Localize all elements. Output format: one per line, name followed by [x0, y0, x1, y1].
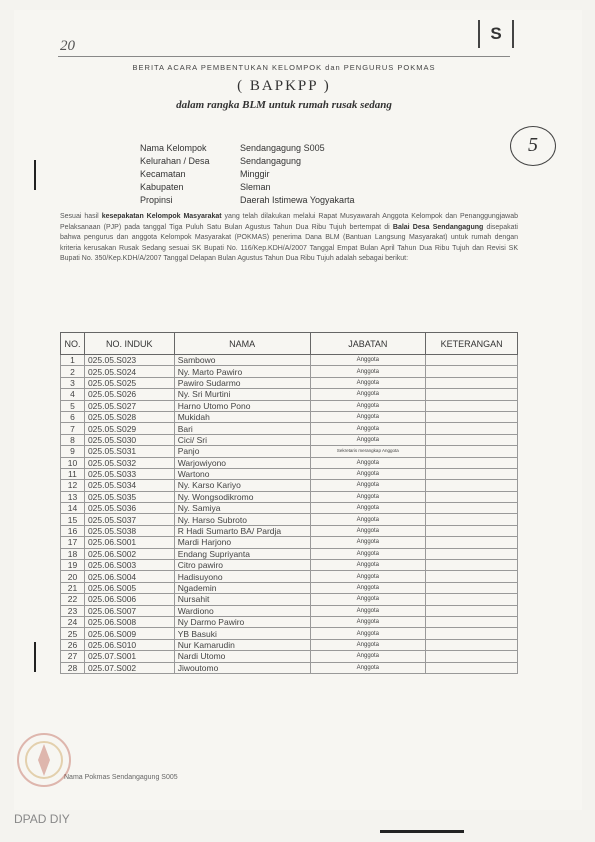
cell-nama: Nardi Utomo — [174, 651, 310, 662]
cell-no: 6 — [61, 411, 85, 422]
cell-keterangan — [426, 525, 518, 536]
cell-nama: Panjo — [174, 446, 310, 457]
cell-induk: 025.06.S005 — [84, 582, 174, 593]
cell-no: 28 — [61, 662, 85, 673]
cell-induk: 025.05.S036 — [84, 503, 174, 514]
cell-induk: 025.05.S024 — [84, 366, 174, 377]
cell-keterangan — [426, 389, 518, 400]
cell-keterangan — [426, 582, 518, 593]
table-row — [61, 366, 518, 377]
cell-jabatan: Anggota — [310, 662, 426, 673]
info-label: Kelurahan / Desa — [140, 156, 210, 166]
table-row — [61, 571, 518, 582]
cell-jabatan: Anggota — [310, 514, 426, 525]
table-row — [61, 537, 518, 548]
cell-keterangan — [426, 605, 518, 616]
cell-no: 5 — [61, 400, 85, 411]
table-row — [61, 525, 518, 536]
cell-jabatan: Anggota — [310, 434, 426, 445]
cell-no: 21 — [61, 582, 85, 593]
cell-nama: Warjowiyono — [174, 457, 310, 468]
table-row — [61, 389, 518, 400]
cell-induk: 025.05.S031 — [84, 446, 174, 457]
info-label: Kecamatan — [140, 169, 186, 179]
table-row — [61, 503, 518, 514]
group-info — [140, 142, 355, 207]
header-line-2: ( BAPKPP ) — [237, 78, 331, 94]
cell-jabatan: Anggota — [310, 651, 426, 662]
cell-keterangan — [426, 446, 518, 457]
table-row — [61, 411, 518, 422]
cell-induk: 025.07.S002 — [84, 662, 174, 673]
paragraph-text: disepakati bahwa pengurus dan anggota Kelompok Masyarakat (POKMAS) penerima Dana BLM (Bantuan Langsung Masyarakat) untuk rumah dengan kriteria kerusakan Rusak Sedang sesuai SK Bupati No. 116/Kep.KDH/A/2007 Tanggal Empat Bulan April Tahun Dua Ribu Tujuh dan Revisi SK Bupati No. 350/Kep.KDH/A/2007 Tanggal Delapan Bulan Agustus Tahun Dua Ribu Tujuh adalah sebagai berikut: — [60, 223, 518, 262]
paragraph-text: Sesuai hasil — [60, 213, 99, 220]
cell-induk: 025.05.S034 — [84, 480, 174, 491]
cell-no: 7 — [61, 423, 85, 434]
cell-no: 9 — [61, 446, 85, 457]
cell-jabatan: Anggota — [310, 411, 426, 422]
cell-induk: 025.05.S026 — [84, 389, 174, 400]
cell-jabatan: Anggota — [310, 480, 426, 491]
cell-nama: Jiwoutomo — [174, 662, 310, 673]
cell-nama: Ny. Samiya — [174, 503, 310, 514]
cell-nama: Ny. Marto Pawiro — [174, 366, 310, 377]
cell-no: 4 — [61, 389, 85, 400]
cell-nama: Nursahit — [174, 594, 310, 605]
cell-keterangan — [426, 366, 518, 377]
cell-no: 23 — [61, 605, 85, 616]
cell-keterangan — [426, 503, 518, 514]
paragraph-bold: kesepakatan Kelompok Masyarakat — [101, 213, 222, 220]
cell-jabatan: Anggota — [310, 605, 426, 616]
table-row — [61, 457, 518, 468]
cell-induk: 025.06.S009 — [84, 628, 174, 639]
circled-number: 5 — [510, 126, 556, 166]
cell-jabatan: Anggota — [310, 571, 426, 582]
paragraph-bold: Balai Desa Sendangagung — [392, 223, 484, 231]
cell-jabatan: Anggota — [310, 457, 426, 468]
cell-no: 2 — [61, 366, 85, 377]
cell-jabatan: Anggota — [310, 537, 426, 548]
cell-nama: Pawiro Sudarmo — [174, 377, 310, 388]
cell-nama: Mukidah — [174, 411, 310, 422]
info-value: Daerah Istimewa Yogyakarta — [240, 195, 355, 205]
cell-keterangan — [426, 662, 518, 673]
cell-nama: Cici/ Sri — [174, 434, 310, 445]
agreement-paragraph — [60, 212, 518, 265]
watermark-text: DPAD DIY — [14, 812, 70, 826]
cell-keterangan — [426, 628, 518, 639]
table-row — [61, 651, 518, 662]
document-header — [58, 56, 510, 126]
cell-no: 11 — [61, 468, 85, 479]
cell-no: 20 — [61, 571, 85, 582]
cell-nama: Nur Kamarudin — [174, 639, 310, 650]
table-row — [61, 582, 518, 593]
table-row — [61, 377, 518, 388]
cell-jabatan: Anggota — [310, 503, 426, 514]
cell-keterangan — [426, 434, 518, 445]
cell-keterangan — [426, 514, 518, 525]
cell-no: 24 — [61, 616, 85, 627]
cell-induk: 025.06.S002 — [84, 548, 174, 559]
info-row — [140, 181, 355, 194]
table-row — [61, 468, 518, 479]
cell-jabatan: Anggota — [310, 582, 426, 593]
margin-mark — [34, 642, 36, 672]
cell-induk: 025.05.S033 — [84, 468, 174, 479]
margin-mark — [34, 160, 36, 190]
table-row — [61, 628, 518, 639]
cell-jabatan: Anggota — [310, 594, 426, 605]
cell-nama: Wartono — [174, 468, 310, 479]
cell-keterangan — [426, 355, 518, 366]
info-label: Nama Kelompok — [140, 143, 207, 153]
cell-induk: 025.05.S027 — [84, 400, 174, 411]
table-row — [61, 480, 518, 491]
cell-jabatan: Anggota — [310, 377, 426, 388]
cell-jabatan: Anggota — [310, 639, 426, 650]
cell-no: 12 — [61, 480, 85, 491]
cell-keterangan — [426, 468, 518, 479]
table-row — [61, 355, 518, 366]
cell-induk: 025.06.S001 — [84, 537, 174, 548]
cell-no: 17 — [61, 537, 85, 548]
col-induk: NO. INDUK — [84, 333, 174, 355]
cell-keterangan — [426, 457, 518, 468]
cell-induk: 025.05.S035 — [84, 491, 174, 502]
info-row — [140, 194, 355, 207]
cell-nama: Ngademin — [174, 582, 310, 593]
cell-no: 19 — [61, 560, 85, 571]
cell-keterangan — [426, 400, 518, 411]
cell-keterangan — [426, 616, 518, 627]
cell-induk: 025.05.S028 — [84, 411, 174, 422]
cell-induk: 025.06.S010 — [84, 639, 174, 650]
col-keterangan: KETERANGAN — [426, 333, 518, 355]
col-nama: NAMA — [174, 333, 310, 355]
cell-induk: 025.06.S008 — [84, 616, 174, 627]
cell-keterangan — [426, 651, 518, 662]
cell-no: 13 — [61, 491, 85, 502]
cell-keterangan — [426, 594, 518, 605]
table-row — [61, 662, 518, 673]
cell-jabatan: Anggota — [310, 491, 426, 502]
paragraph-text: yang telah dilakukan melalui Rapat Musyawarah Anggota Kelompok dan Penanggungjawab Pelaksanaan (PJP) pada tanggal Tiga Puluh Satu Bulan Agustus Tahun Dua Ribu Tujuh bertempat di — [60, 213, 518, 231]
cell-jabatan: Anggota — [310, 628, 426, 639]
cell-nama: YB Basuki — [174, 628, 310, 639]
info-value: Sendangagung — [240, 156, 302, 166]
cell-jabatan: Sekretaris merangkap Anggota — [310, 446, 426, 457]
cell-induk: 025.06.S007 — [84, 605, 174, 616]
cell-keterangan — [426, 560, 518, 571]
cell-nama: Bari — [174, 423, 310, 434]
table-row — [61, 491, 518, 502]
cell-no: 14 — [61, 503, 85, 514]
cell-jabatan: Anggota — [310, 548, 426, 559]
cell-no: 22 — [61, 594, 85, 605]
cell-keterangan — [426, 491, 518, 502]
cell-nama: Ny. Wongsodikromo — [174, 491, 310, 502]
info-value: Sleman — [240, 182, 271, 192]
cell-jabatan: Anggota — [310, 616, 426, 627]
table-row — [61, 548, 518, 559]
bottom-bar — [380, 830, 464, 833]
info-value: Sendangagung S005 — [240, 143, 325, 153]
table-row — [61, 400, 518, 411]
cell-nama: Hadisuyono — [174, 571, 310, 582]
info-row — [140, 168, 355, 181]
cell-jabatan: Anggota — [310, 423, 426, 434]
table-row — [61, 423, 518, 434]
cell-induk: 025.05.S037 — [84, 514, 174, 525]
cell-nama: Ny. Sri Murtini — [174, 389, 310, 400]
col-no: NO. — [61, 333, 85, 355]
cell-jabatan: Anggota — [310, 560, 426, 571]
header-line-3: dalam rangka BLM untuk rumah rusak sedang — [176, 99, 392, 111]
header-line-1: BERITA ACARA PEMBENTUKAN KELOMPOK dan PENGURUS POKMAS — [132, 63, 436, 72]
cell-no: 16 — [61, 525, 85, 536]
cell-nama: Sambowo — [174, 355, 310, 366]
cell-no: 10 — [61, 457, 85, 468]
cell-nama: Wardiono — [174, 605, 310, 616]
cell-nama: Mardi Harjono — [174, 537, 310, 548]
cell-keterangan — [426, 377, 518, 388]
cell-jabatan: Anggota — [310, 400, 426, 411]
corner-mark: 20 — [60, 38, 75, 54]
col-jabatan: JABATAN — [310, 333, 426, 355]
cell-induk: 025.05.S032 — [84, 457, 174, 468]
cell-jabatan: Anggota — [310, 355, 426, 366]
cell-keterangan — [426, 537, 518, 548]
cell-no: 15 — [61, 514, 85, 525]
cell-nama: Ny. Harso Subroto — [174, 514, 310, 525]
cell-no: 18 — [61, 548, 85, 559]
info-label: Kabupaten — [140, 182, 184, 192]
cell-nama: Citro pawiro — [174, 560, 310, 571]
table-row — [61, 514, 518, 525]
cell-nama: Endang Supriyanta — [174, 548, 310, 559]
cell-induk: 025.05.S029 — [84, 423, 174, 434]
regional-seal-icon — [14, 730, 74, 790]
table-row — [61, 594, 518, 605]
cell-keterangan — [426, 423, 518, 434]
cell-no: 27 — [61, 651, 85, 662]
info-row — [140, 142, 355, 155]
cell-nama: R Hadi Sumarto BA/ Pardja — [174, 525, 310, 536]
cell-no: 26 — [61, 639, 85, 650]
cell-keterangan — [426, 571, 518, 582]
table-row — [61, 639, 518, 650]
cell-induk: 025.06.S004 — [84, 571, 174, 582]
footer-text: Nama Pokmas Sendangagung S005 — [64, 774, 178, 781]
cell-no: 8 — [61, 434, 85, 445]
cell-induk: 025.05.S025 — [84, 377, 174, 388]
cell-jabatan: Anggota — [310, 468, 426, 479]
cell-keterangan — [426, 411, 518, 422]
cell-induk: 025.05.S038 — [84, 525, 174, 536]
cell-no: 1 — [61, 355, 85, 366]
members-table — [60, 332, 518, 674]
section-mark: S — [478, 20, 514, 48]
cell-keterangan — [426, 548, 518, 559]
table-row — [61, 560, 518, 571]
cell-nama: Ny. Karso Kariyo — [174, 480, 310, 491]
cell-induk: 025.07.S001 — [84, 651, 174, 662]
table-row — [61, 434, 518, 445]
cell-jabatan: Anggota — [310, 366, 426, 377]
cell-no: 3 — [61, 377, 85, 388]
info-label: Propinsi — [140, 195, 173, 205]
table-row — [61, 616, 518, 627]
cell-keterangan — [426, 480, 518, 491]
table-header-row — [61, 333, 518, 355]
cell-nama: Ny Darmo Pawiro — [174, 616, 310, 627]
table-row — [61, 605, 518, 616]
cell-induk: 025.05.S023 — [84, 355, 174, 366]
info-row — [140, 155, 355, 168]
info-value: Minggir — [240, 169, 270, 179]
cell-jabatan: Anggota — [310, 525, 426, 536]
cell-nama: Harno Utomo Pono — [174, 400, 310, 411]
cell-jabatan: Anggota — [310, 389, 426, 400]
table-row — [61, 446, 518, 457]
cell-keterangan — [426, 639, 518, 650]
cell-no: 25 — [61, 628, 85, 639]
cell-induk: 025.06.S003 — [84, 560, 174, 571]
cell-induk: 025.06.S006 — [84, 594, 174, 605]
cell-induk: 025.05.S030 — [84, 434, 174, 445]
